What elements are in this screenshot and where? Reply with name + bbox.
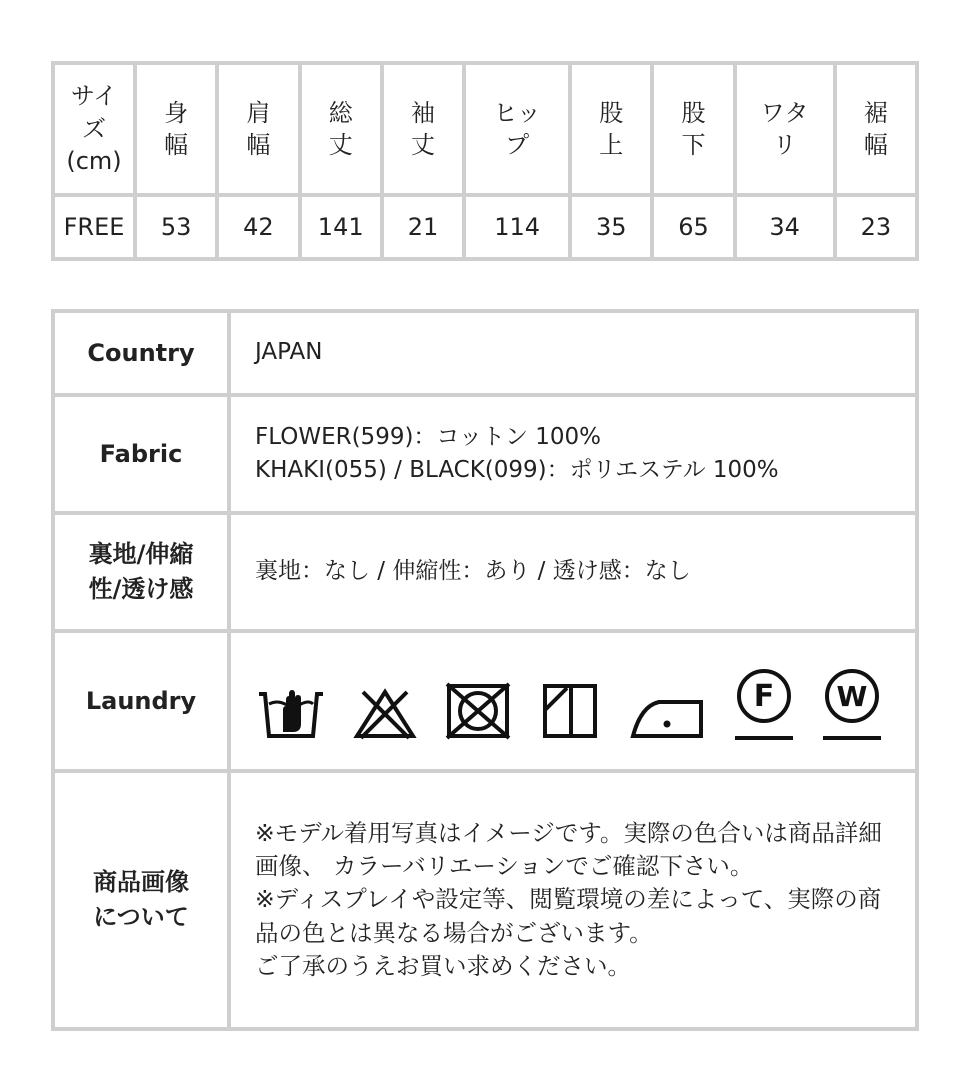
size-value-cell: 114 bbox=[464, 195, 570, 259]
size-value-row bbox=[53, 195, 917, 259]
fabric-label: Fabric bbox=[53, 395, 229, 513]
size-header-cell: 股 上 bbox=[570, 63, 652, 195]
lining-value: 裏地：なし / 伸縮性：あり / 透け感：なし bbox=[229, 513, 917, 631]
laundry-label: Laundry bbox=[53, 631, 229, 771]
fabric-line: KHAKI(055) / BLACK(099)：ポリエステル 100% bbox=[255, 457, 779, 483]
no-tumble-dry-icon bbox=[443, 680, 513, 742]
drip-dry-shade-icon bbox=[539, 680, 601, 742]
notes-row bbox=[53, 771, 917, 1029]
laundry-value bbox=[229, 631, 917, 771]
notes-line: ※モデル着用写真はイメージです。実際の色合いは商品詳細画像、 カラーバリエーションでご確認下さい。 bbox=[255, 818, 882, 880]
wet-clean-w-icon bbox=[821, 666, 883, 742]
wet-clean-letter: W bbox=[836, 680, 868, 713]
size-header-row bbox=[53, 63, 917, 195]
dry-clean-f-icon bbox=[733, 666, 795, 742]
size-value-cell: 35 bbox=[570, 195, 652, 259]
notes-label: 商品画像 について bbox=[53, 771, 229, 1029]
product-info-table bbox=[51, 309, 919, 1031]
size-value-cell: 65 bbox=[652, 195, 734, 259]
size-value-cell: 53 bbox=[135, 195, 217, 259]
size-value-cell: 42 bbox=[217, 195, 299, 259]
size-header-cell: 裾 幅 bbox=[835, 63, 917, 195]
laundry-row bbox=[53, 631, 917, 771]
size-header-cell: 肩 幅 bbox=[217, 63, 299, 195]
dry-clean-letter: F bbox=[753, 679, 775, 714]
fabric-line: FLOWER(599)：コットン 100% bbox=[255, 423, 602, 450]
no-bleach-icon bbox=[353, 686, 417, 742]
size-table bbox=[51, 61, 919, 261]
size-value-cell: 21 bbox=[382, 195, 464, 259]
size-value-cell: 141 bbox=[300, 195, 382, 259]
size-header-cell: 身 幅 bbox=[135, 63, 217, 195]
laundry-icons bbox=[255, 660, 897, 742]
size-header-cell: 股 下 bbox=[652, 63, 734, 195]
fabric-value bbox=[229, 395, 917, 513]
country-row bbox=[53, 311, 917, 395]
size-value-cell: FREE bbox=[53, 195, 135, 259]
size-header-cell: 袖 丈 bbox=[382, 63, 464, 195]
iron-low-icon bbox=[627, 692, 707, 742]
size-value-cell: 34 bbox=[735, 195, 835, 259]
notes-line: ※ディスプレイや設定等、閲覧環境の差によって、実際の商品の色とは異なる場合がございます。 bbox=[255, 885, 882, 947]
notes-line: ご了承のうえお買い求めください。 bbox=[255, 952, 631, 981]
lining-label: 裏地/伸縮 性/透け感 bbox=[53, 513, 229, 631]
country-value: JAPAN bbox=[229, 311, 917, 395]
notes-value bbox=[229, 771, 917, 1029]
size-header-cell: ワタ リ bbox=[735, 63, 835, 195]
country-label: Country bbox=[53, 311, 229, 395]
size-header-cell: 総 丈 bbox=[300, 63, 382, 195]
fabric-row bbox=[53, 395, 917, 513]
size-value-cell: 23 bbox=[835, 195, 917, 259]
size-header-cell: ヒッ プ bbox=[464, 63, 570, 195]
hand-wash-icon bbox=[255, 680, 327, 742]
lining-row bbox=[53, 513, 917, 631]
size-header-cell: サイ ズ (cm) bbox=[53, 63, 135, 195]
